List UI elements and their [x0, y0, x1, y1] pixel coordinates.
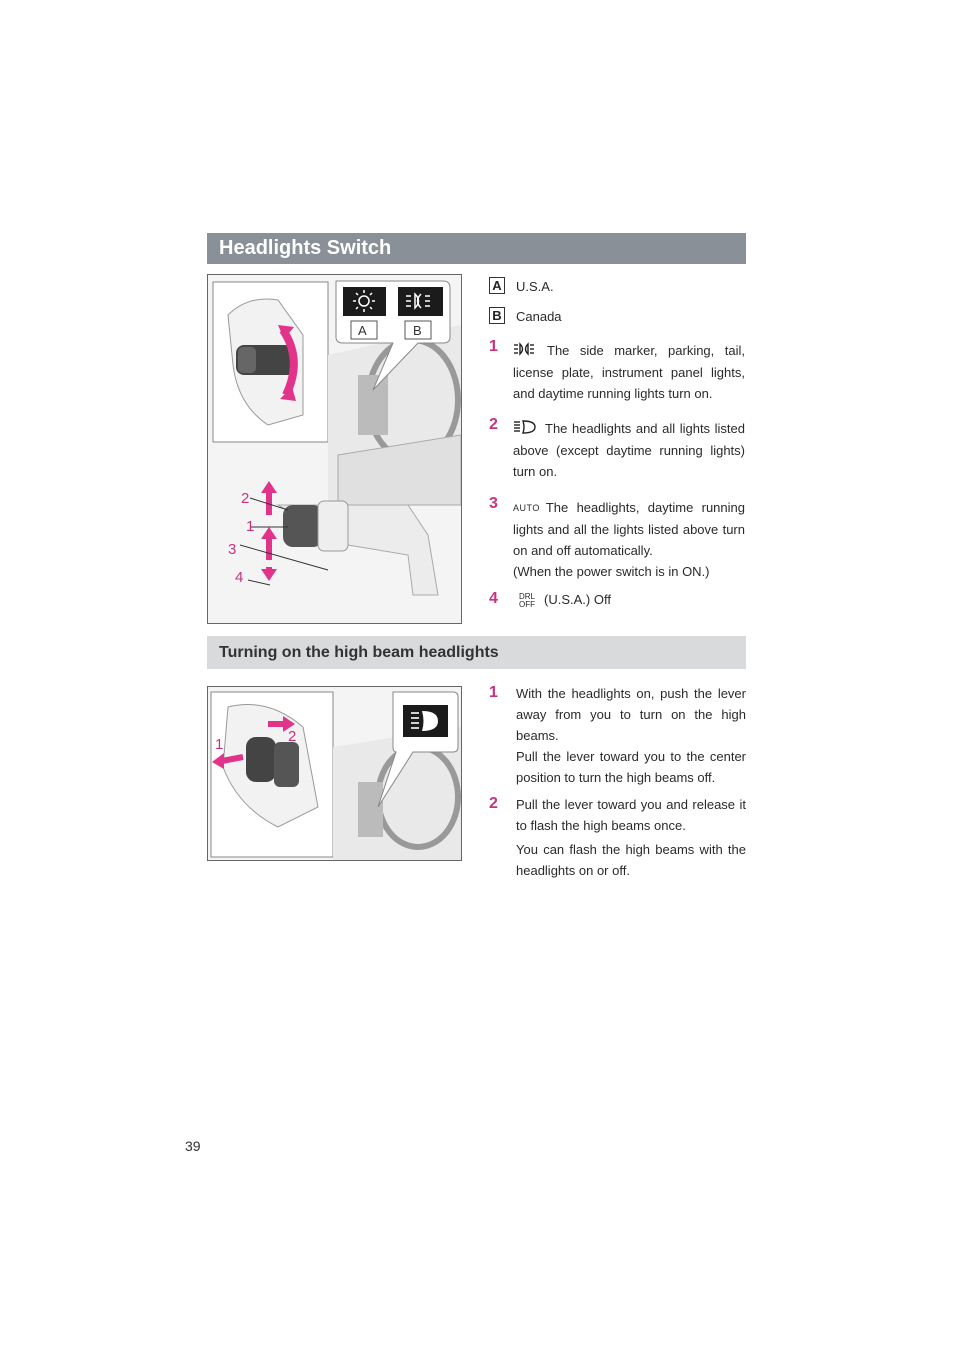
item-1-text: The side marker, parking, tail, license plate, instrument panel lights, and daytime running lights turn on. — [513, 343, 745, 402]
hb-item-2-text: Pull the lever toward you and release it to flash the high beams once. — [516, 797, 746, 833]
item-4-text: (U.S.A.) Off — [544, 592, 611, 607]
auto-icon: AUTO — [513, 503, 540, 514]
page-number: 39 — [185, 1138, 201, 1154]
callout-4: 4 — [235, 569, 244, 586]
section-title-headlights-switch — [207, 233, 746, 264]
hb-item-number-1: 1 — [489, 684, 498, 701]
callout-1: 1 — [246, 518, 255, 535]
legend-mark-a: A — [489, 277, 505, 294]
item-3-note: (When the power switch is in ON.) — [513, 564, 710, 580]
drl-off-icon: DRL OFF — [518, 591, 535, 609]
callout-3: 3 — [228, 541, 237, 558]
item-3-text: The headlights, daytime running lights and all the lights listed above turn on and off automatically. — [513, 500, 745, 559]
item-2-text: The headlights and all lights listed above (except daytime running lights) turn on. — [513, 421, 745, 480]
item-number-2: 2 — [489, 416, 498, 433]
hb-item-number-2: 2 — [489, 795, 498, 812]
item-1 — [513, 340, 745, 404]
callout-1: 1 — [215, 736, 224, 753]
hb-item-1-text: With the headlights on, push the lever away from you to turn on the high beams. — [516, 686, 746, 743]
figure-label-a: A — [358, 323, 367, 338]
figure-label-b: B — [413, 323, 422, 338]
headlight-switch-illustration — [208, 275, 461, 623]
section-title-text: Headlights Switch — [219, 237, 392, 259]
headlights-icon — [513, 419, 539, 440]
legend-usa: U.S.A. — [516, 279, 554, 294]
item-2 — [513, 418, 745, 482]
item-3 — [513, 497, 745, 582]
headlight-icon-panel — [398, 287, 443, 316]
item-number-4: 4 — [489, 590, 498, 607]
legend-canada: Canada — [516, 309, 562, 324]
callout-2: 2 — [241, 490, 250, 507]
legend-mark-b: B — [489, 307, 505, 324]
high-beam-illustration — [208, 687, 461, 860]
callout-2: 2 — [288, 728, 297, 745]
item-number-3: 3 — [489, 495, 498, 512]
section-title-text: Turning on the high beam headlights — [219, 643, 499, 661]
hb-item-2-extra: You can flash the high beams with the headlights on or off. — [516, 842, 746, 878]
item-number-1: 1 — [489, 338, 498, 355]
item-4 — [516, 589, 746, 610]
section-title-high-beam — [207, 636, 746, 669]
high-beam-figure — [207, 686, 462, 861]
headlight-switch-figure — [207, 274, 462, 624]
hb-item-1-extra: Pull the lever toward you to the center position to turn the high beams off. — [516, 749, 746, 785]
parking-lights-icon — [513, 341, 541, 362]
